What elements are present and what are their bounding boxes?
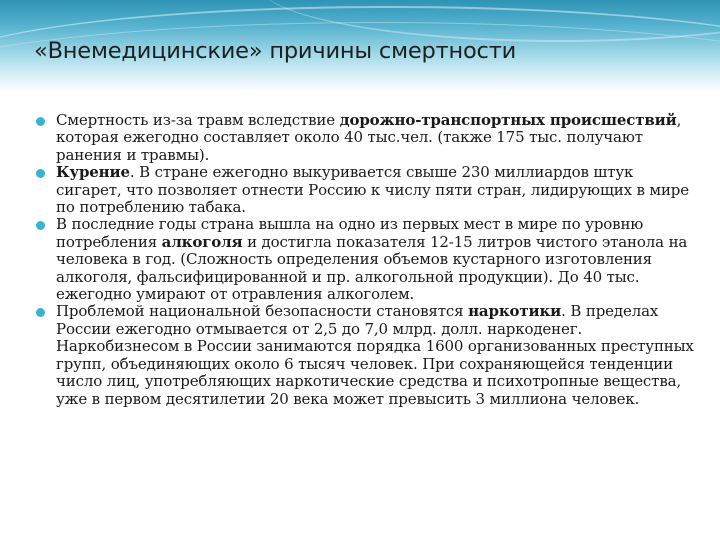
bullet-text: . В пределах России ежегодно отмывается от 2,5 до 7,0 млрд. долл. наркоденег. Наркобизнесом в России занимаются порядка 1600 организованных преступных групп, объединяющих около 6 тысяч человек. При сохраняющейся тенденции число лиц, употребляющих наркотические средства и психотропные вещества, уже в первом десятилетии 20 века может превысить 3 миллиона человек. xyxy=(56,302,694,408)
bullet-text: . В стране ежегодно выкуривается свыше 230 миллиардов штук сигарет, что позволяет отнести Россию к числу пяти стран, лидирующих в мире по потреблению табака. xyxy=(56,163,689,217)
slide-title: «Внемедицинские» причины смертности xyxy=(34,38,517,64)
bullet-emphasis: Курение xyxy=(56,163,130,182)
bullet-item-smoking xyxy=(36,164,700,216)
bullet-emphasis: дорожно-транспортных происшествий xyxy=(339,111,677,129)
bullet-emphasis: алкоголя xyxy=(161,232,243,251)
bullet-text: и достигла показателя 12-15 литров чистого этанола на человека в год. (Сложность определения объемов кустарного изготовления алкоголя, фальсифицированной и пр. алкогольной продукции). До 40 тыс. ежегодно умирают от отравления алкоголем. xyxy=(56,232,688,304)
bullet-item-alcohol xyxy=(36,216,700,303)
bullet-item-road-traffic xyxy=(36,112,700,164)
bullet-emphasis: наркотики xyxy=(468,302,562,321)
bullet-item-drugs xyxy=(36,303,700,407)
bullet-text: , которая ежегодно составляет около 40 тыс.чел. (также 175 тыс. получают ранения и травмы). xyxy=(56,111,682,164)
bullet-text: Проблемой национальной безопасности становятся xyxy=(56,302,469,321)
bullet-text: В последние годы страна вышла на одно из первых мест в мире по уровню потребления xyxy=(56,215,644,251)
bullet-list xyxy=(36,112,700,408)
bullet-text: Смертность из-за травм вследствие xyxy=(56,111,340,129)
